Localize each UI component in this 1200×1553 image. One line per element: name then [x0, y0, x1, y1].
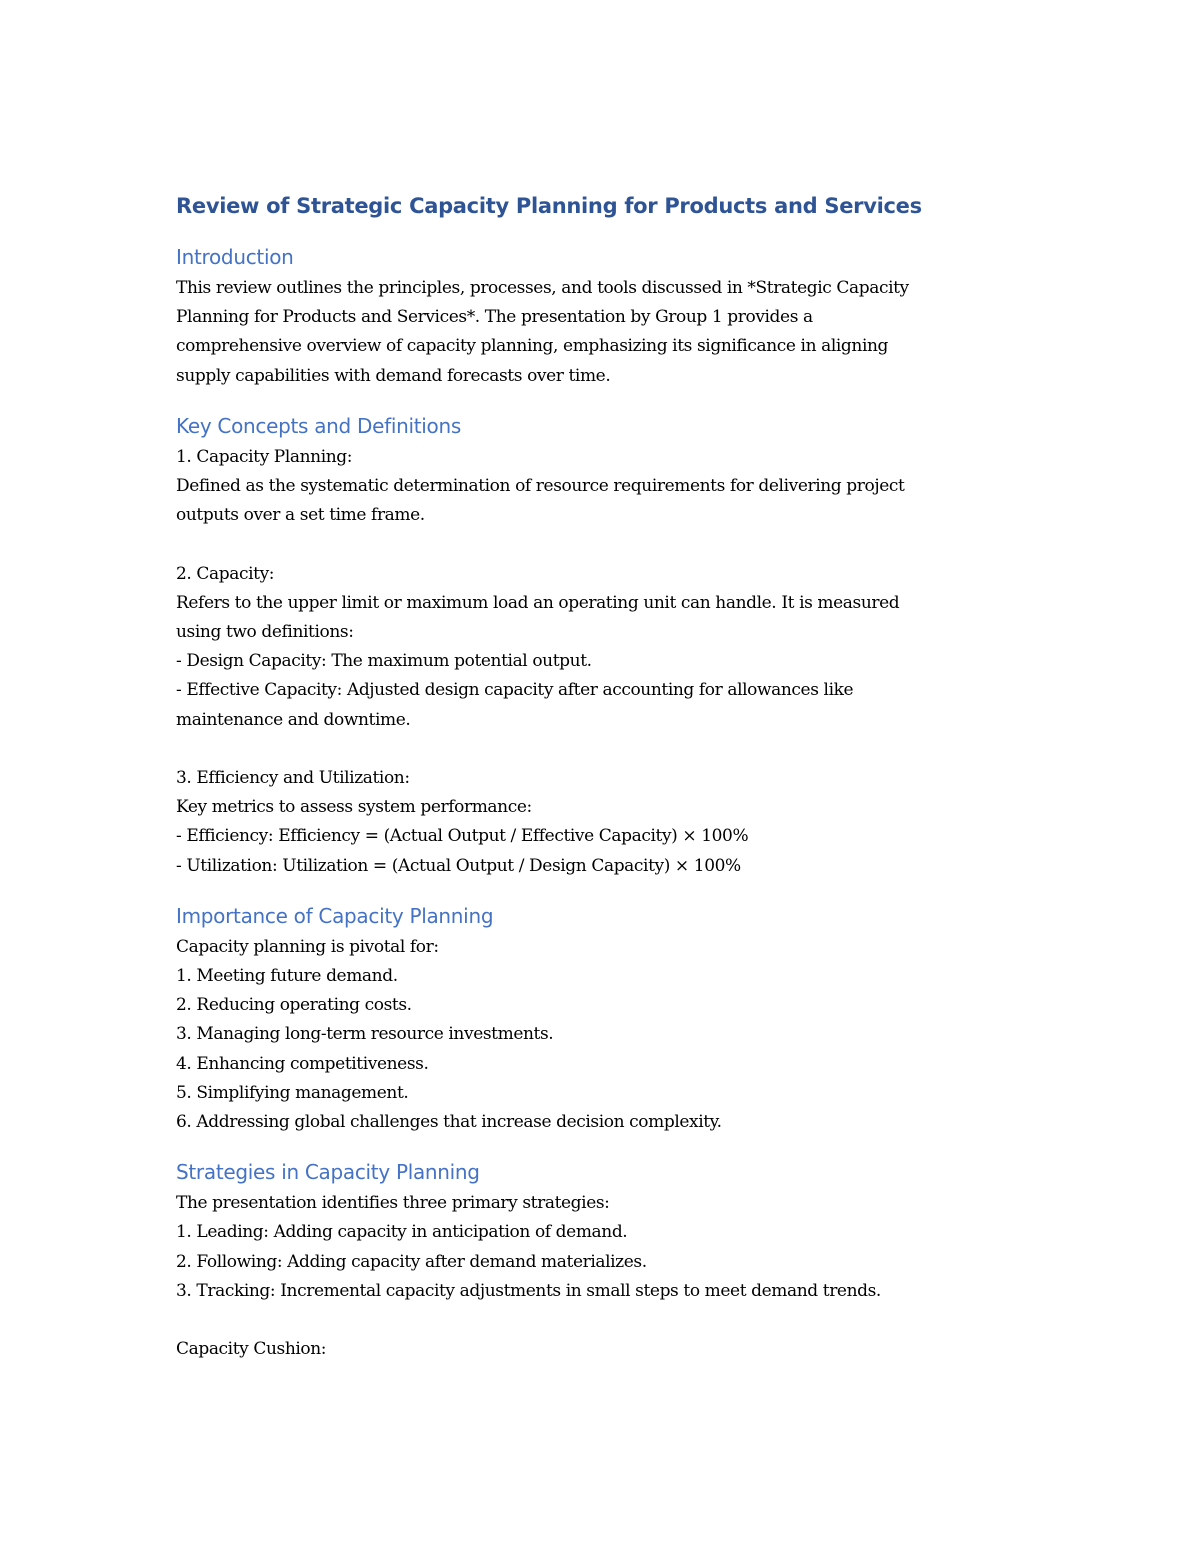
blank-line [176, 735, 1016, 764]
concept-label-efficiency-utilization: 3. Efficiency and Utilization: [176, 768, 410, 789]
paragraph-line: Refers to the upper limit or maximum load an operating unit can handle. It is measured [176, 592, 900, 613]
paragraph-line: supply capabilities with demand forecasts over time. [176, 365, 611, 386]
list-item: 2. Reducing operating costs. [176, 995, 412, 1016]
paragraph-line: The presentation identifies three primary strategies: [176, 1193, 610, 1214]
capacity-cushion-label: Capacity Cushion: [176, 1339, 327, 1360]
concept-label-capacity-planning: 1. Capacity Planning: [176, 446, 353, 467]
list-item: 3. Managing long-term resource investments. [176, 1024, 554, 1045]
document-page [176, 190, 1016, 1364]
paragraph-line: Capacity planning is pivotal for: [176, 936, 439, 957]
blank-line [176, 530, 1016, 559]
paragraph-line: Planning for Products and Services*. The presentation by Group 1 provides a [176, 307, 813, 328]
bullet-utilization-formula: - Utilization: Utilization = (Actual Output / Design Capacity) × 100% [176, 855, 741, 876]
section-importance [176, 901, 1016, 1137]
list-item: 5. Simplifying management. [176, 1082, 409, 1103]
paragraph-line: comprehensive overview of capacity planning, emphasizing its significance in aligning [176, 336, 889, 357]
list-item: 6. Addressing global challenges that increase decision complexity. [176, 1112, 722, 1133]
paragraph-line: This review outlines the principles, processes, and tools discussed in *Strategic Capacity [176, 278, 909, 298]
section-heading-key-concepts: Key Concepts and Definitions [176, 413, 461, 438]
bullet-effective-capacity: - Effective Capacity: Adjusted design capacity after accounting for allowances like [176, 680, 854, 701]
bullet-efficiency-formula: - Efficiency: Efficiency = (Actual Output / Effective Capacity) × 100% [176, 826, 749, 847]
section-heading-strategies: Strategies in Capacity Planning [176, 1160, 480, 1185]
section-heading-importance: Importance of Capacity Planning [176, 903, 494, 928]
paragraph-line: Defined as the systematic determination of resource requirements for delivering project [176, 476, 905, 497]
paragraph-line: using two definitions: [176, 622, 354, 643]
concept-label-capacity: 2. Capacity: [176, 563, 275, 584]
paragraph-line: maintenance and downtime. [176, 709, 411, 730]
section-introduction [176, 242, 1016, 391]
section-key-concepts [176, 411, 1016, 881]
list-item: 4. Enhancing competitiveness. [176, 1053, 429, 1074]
bullet-design-capacity: - Design Capacity: The maximum potential output. [176, 651, 592, 672]
list-item: 2. Following: Adding capacity after demand materializes. [176, 1251, 647, 1272]
section-heading-introduction: Introduction [176, 245, 294, 269]
section-strategies [176, 1157, 1016, 1364]
list-item: 1. Leading: Adding capacity in anticipation of demand. [176, 1222, 628, 1243]
paragraph-line: Key metrics to assess system performance: [176, 797, 532, 818]
document-title: Review of Strategic Capacity Planning for Products and Services [176, 194, 922, 218]
list-item: 1. Meeting future demand. [176, 966, 398, 987]
list-item: 3. Tracking: Incremental capacity adjustments in small steps to meet demand trends. [176, 1280, 881, 1301]
paragraph-line: outputs over a set time frame. [176, 505, 425, 526]
blank-line [176, 1306, 1016, 1335]
